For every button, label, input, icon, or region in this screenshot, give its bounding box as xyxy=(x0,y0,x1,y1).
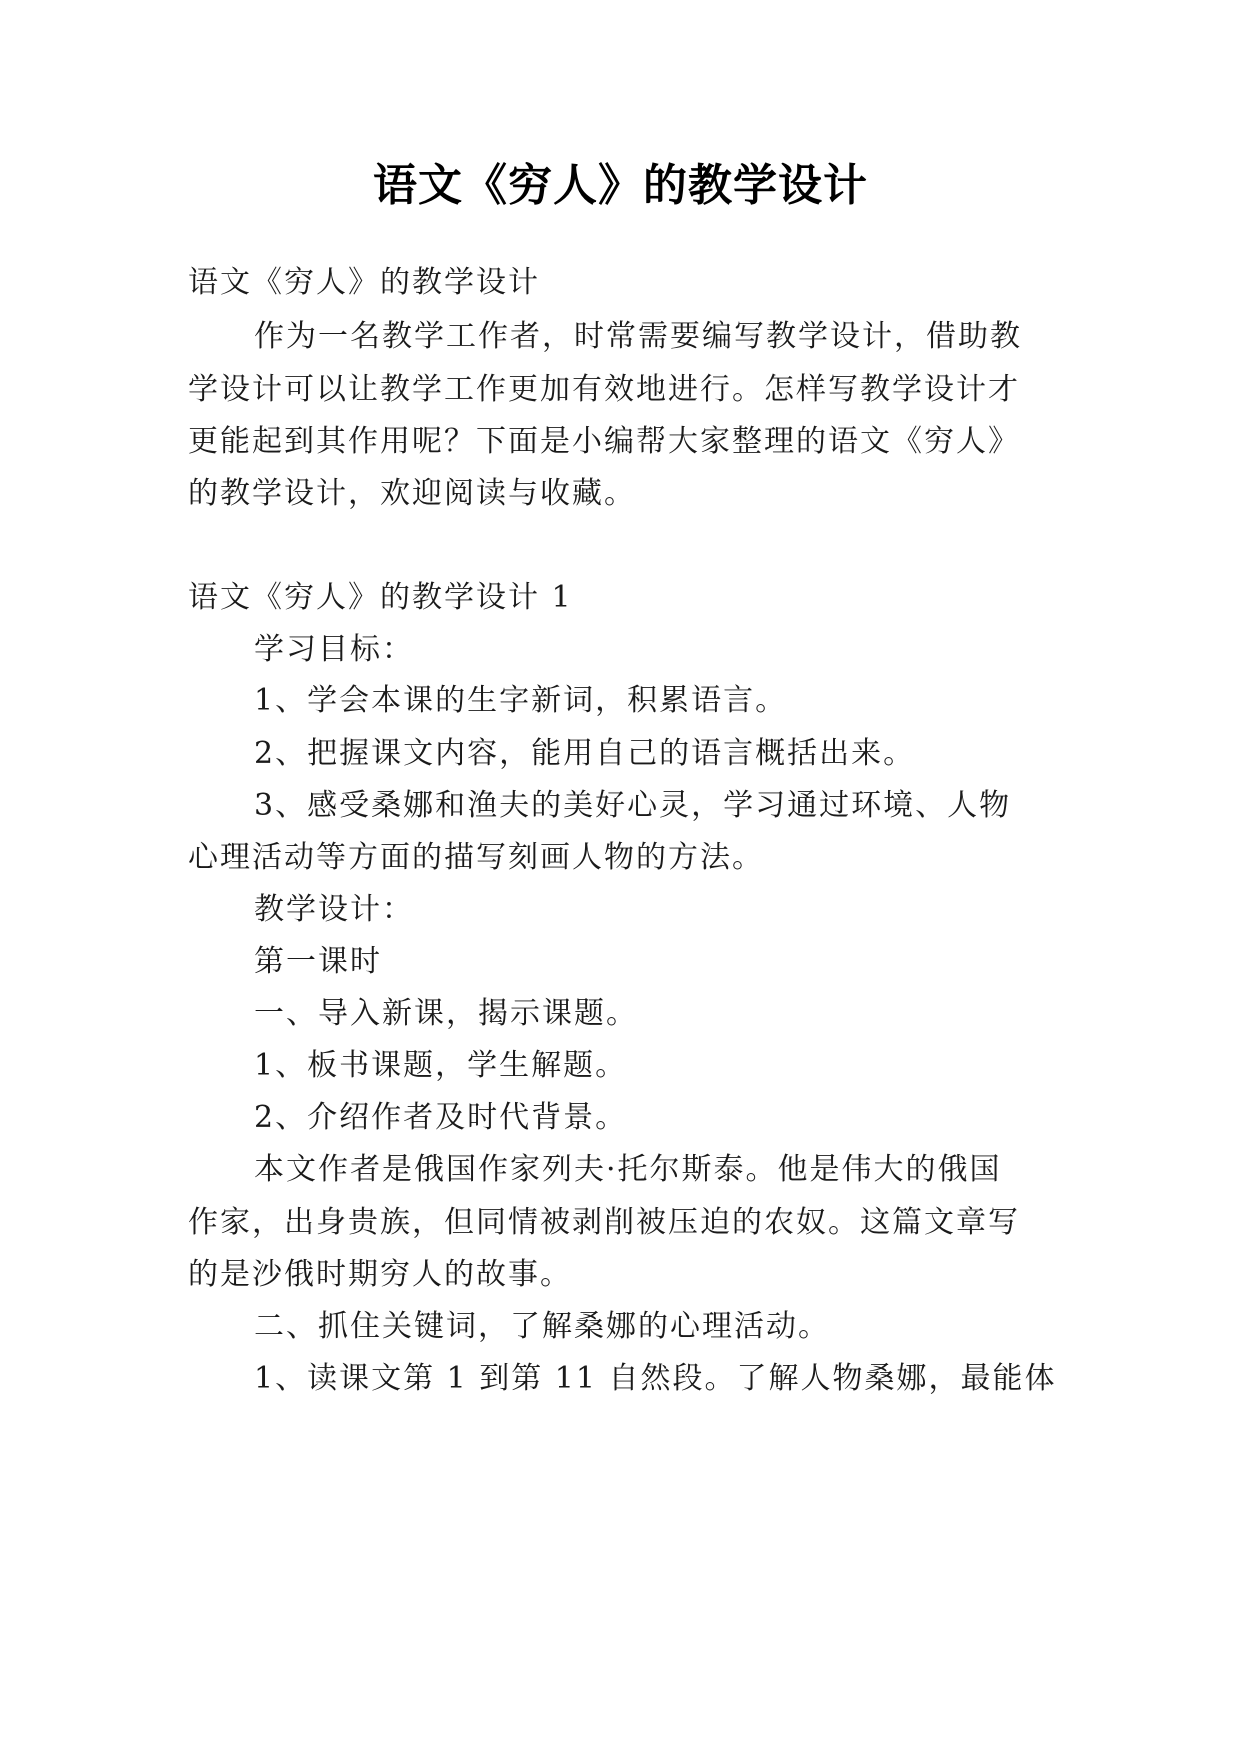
paragraph-line: 心理活动等方面的描写刻画人物的方法。 xyxy=(188,840,764,875)
section-heading: 语文《穷人》的教学设计 1 xyxy=(188,580,573,615)
paragraph-line: 的教学设计，欢迎阅读与收藏。 xyxy=(188,476,636,511)
document-title: 语文《穷人》的教学设计 xyxy=(373,160,868,211)
paragraph-line: 2、把握课文内容，能用自己的语言概括出来。 xyxy=(254,736,916,771)
paragraph-line: 教学设计： xyxy=(254,892,414,927)
paragraph-line: 1、板书课题，学生解题。 xyxy=(254,1048,628,1083)
paragraph-line: 本文作者是俄国作家列夫·托尔斯泰。他是伟大的俄国 xyxy=(254,1152,1002,1187)
paragraph-line: 1、学会本课的生字新词，积累语言。 xyxy=(254,683,788,718)
paragraph-line: 的是沙俄时期穷人的故事。 xyxy=(188,1257,572,1292)
paragraph-line: 一、导入新课，揭示课题。 xyxy=(254,996,638,1031)
paragraph-line: 作家，出身贵族，但同情被剥削被压迫的农奴。这篇文章写 xyxy=(188,1205,1020,1240)
paragraph-line: 2、介绍作者及时代背景。 xyxy=(254,1100,628,1135)
paragraph-line: 二、抓住关键词，了解桑娜的心理活动。 xyxy=(254,1309,830,1344)
paragraph-line: 学习目标： xyxy=(254,632,414,667)
paragraph-line: 更能起到其作用呢？下面是小编帮大家整理的语文《穷人》 xyxy=(188,424,1020,459)
paragraph-line: 第一课时 xyxy=(254,944,382,979)
paragraph-line: 作为一名教学工作者，时常需要编写教学设计，借助教 xyxy=(254,319,1022,354)
paragraph-line: 学设计可以让教学工作更加有效地进行。怎样写教学设计才 xyxy=(188,372,1020,407)
paragraph-line: 1、读课文第 1 到第 11 自然段。了解人物桑娜，最能体 xyxy=(254,1361,1057,1396)
subtitle-line: 语文《穷人》的教学设计 xyxy=(188,265,540,300)
paragraph-line: 3、感受桑娜和渔夫的美好心灵，学习通过环境、人物 xyxy=(254,788,1012,823)
